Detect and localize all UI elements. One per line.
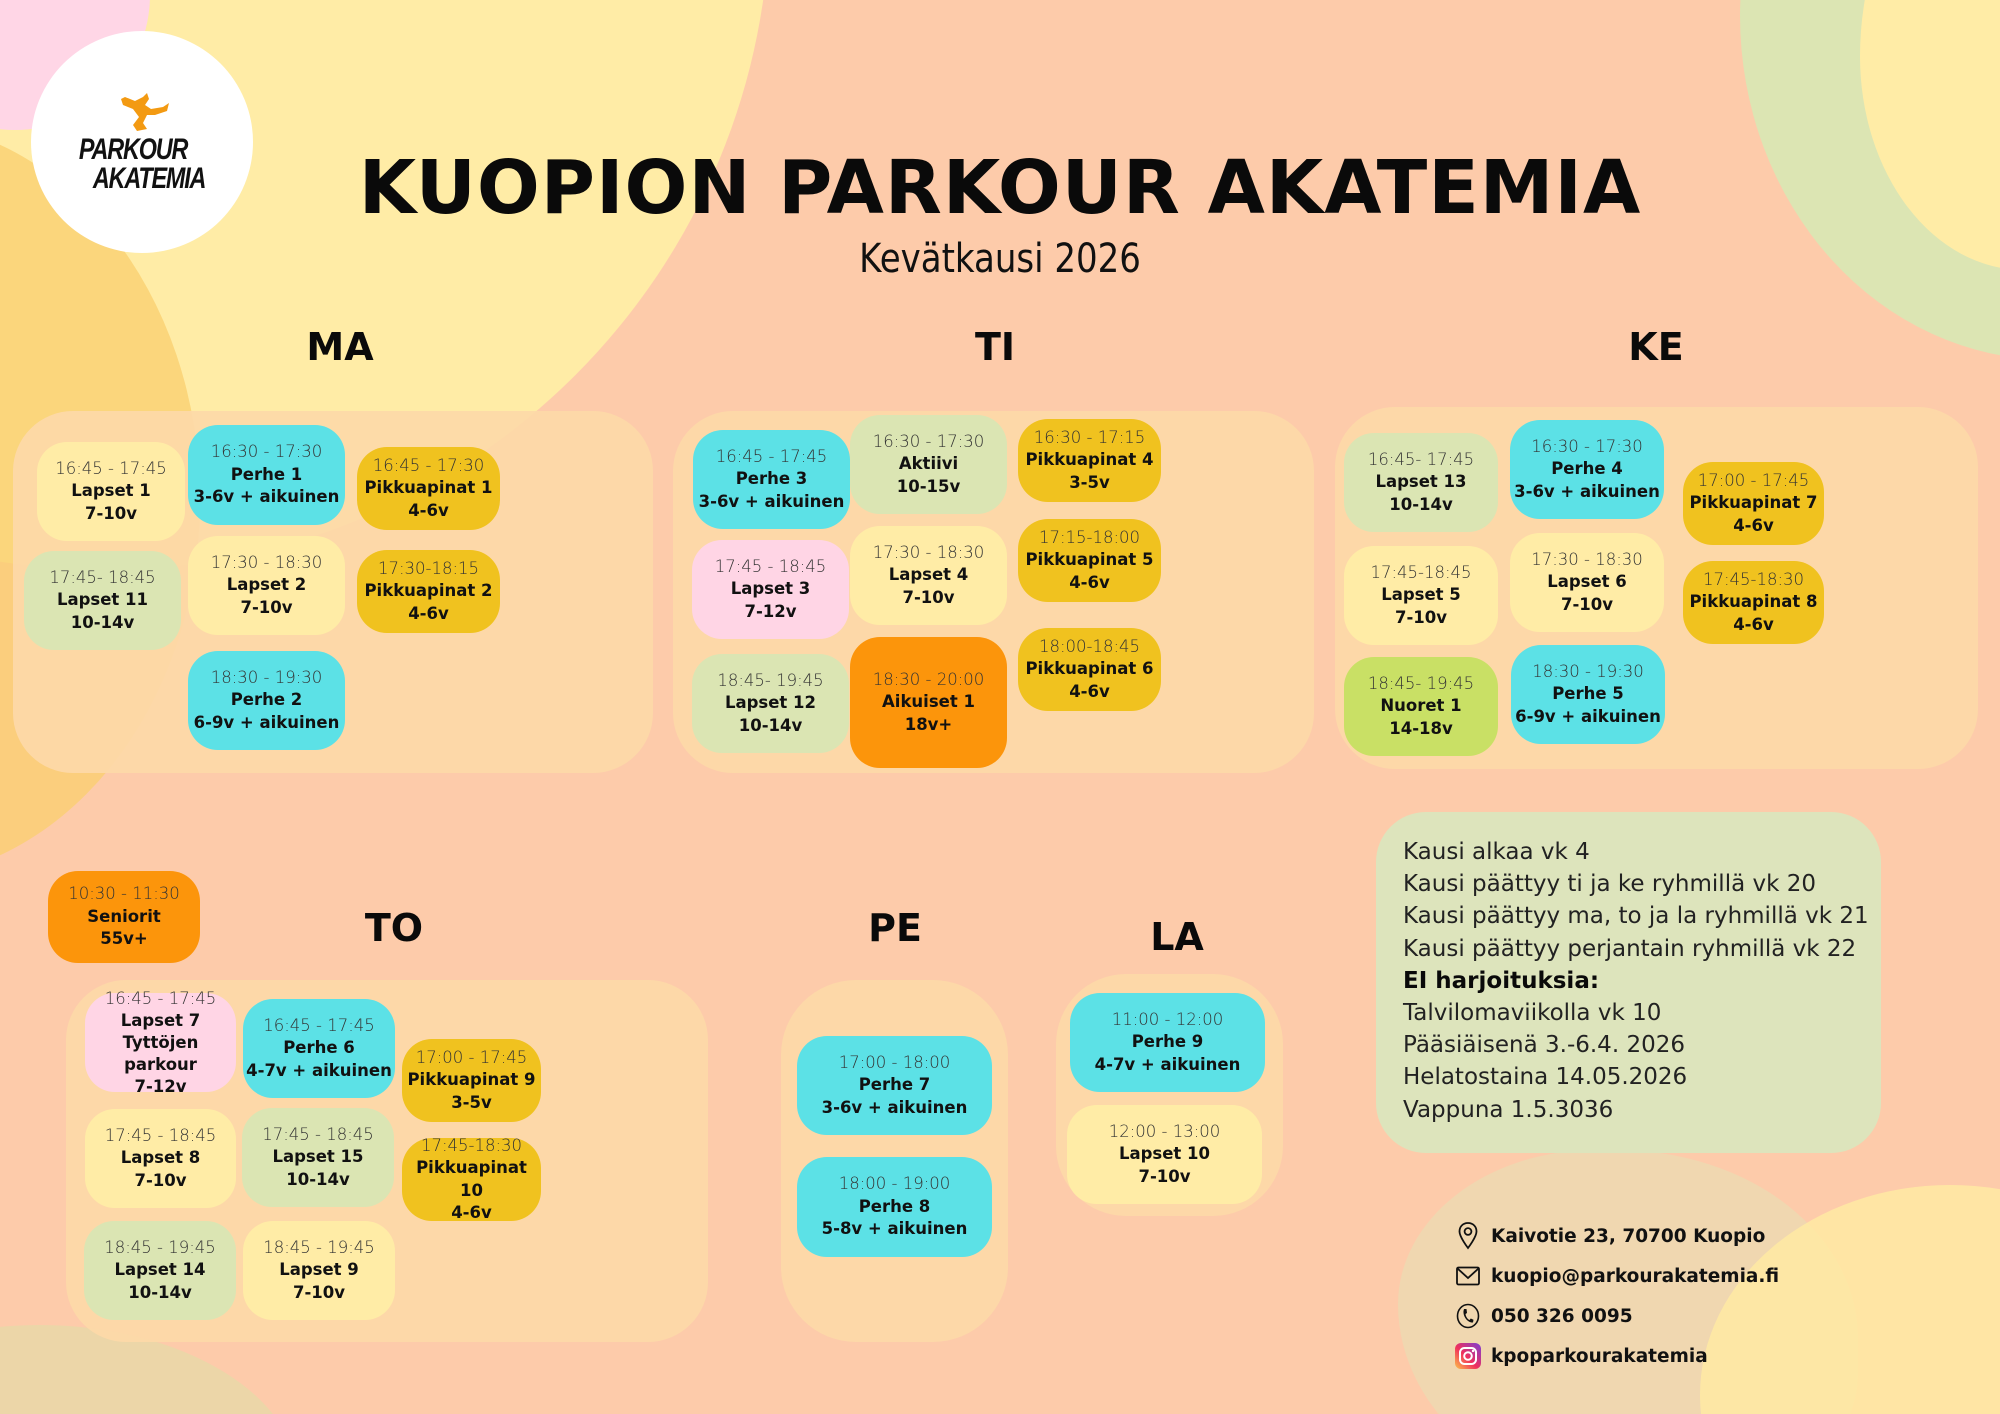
day-label-ma: MA	[306, 325, 374, 369]
day-label-ke: KE	[1628, 325, 1684, 369]
class-time: 16:45 - 17:45	[55, 458, 167, 478]
parkour-runner-icon	[107, 91, 177, 135]
no-training-item: Vappuna 1.5.3036	[1403, 1096, 1614, 1123]
class-age: 7-10v	[240, 597, 293, 617]
class-age: 18v+	[904, 714, 953, 734]
class-name: Lapset 4	[888, 565, 969, 585]
class-name: Pikkuapinat 5	[1025, 550, 1154, 570]
class-card[interactable]	[48, 871, 200, 963]
class-name: Lapset 5	[1381, 585, 1461, 605]
class-age: 4-6v	[408, 500, 449, 520]
class-time: 18:45 - 19:45	[263, 1237, 375, 1257]
class-time: 17:30 - 18:30	[210, 552, 323, 572]
class-card[interactable]	[1344, 433, 1498, 532]
class-time: 18:00-18:45	[1038, 636, 1141, 656]
class-card[interactable]	[692, 540, 849, 639]
info-season-end-ma-to-la: Kausi päättyy ma, to ja la ryhmillä vk 21	[1403, 903, 1869, 930]
class-name: Lapset 3	[730, 579, 811, 599]
class-name: Perhe 9	[1131, 1032, 1204, 1052]
class-time: 16:45 - 17:45	[104, 988, 217, 1008]
class-time: 17:45- 18:45	[49, 567, 156, 587]
page-subtitle: Kevätkausi 2026	[859, 236, 1141, 282]
class-time: 18:30 - 19:30	[210, 667, 323, 687]
class-card[interactable]	[402, 1135, 541, 1222]
class-age: 3-6v + aikuinen	[698, 491, 845, 511]
class-time: 16:45 - 17:45	[263, 1015, 375, 1035]
class-name: Lapset 2	[226, 575, 307, 595]
class-time: 17:00 - 17:45	[415, 1047, 528, 1067]
class-card[interactable]	[850, 415, 1007, 514]
class-card[interactable]	[1683, 462, 1824, 545]
phone-number[interactable]: 050 326 0095	[1491, 1305, 1633, 1327]
class-time: 18:45- 19:45	[1367, 673, 1475, 693]
class-card[interactable]	[797, 1157, 992, 1257]
class-time: 17:45 - 18:45	[104, 1125, 217, 1145]
class-card[interactable]	[24, 551, 181, 650]
class-card[interactable]	[1344, 546, 1498, 645]
class-name: Perhe 5	[1552, 684, 1624, 704]
class-time: 18:45 - 19:45	[104, 1237, 216, 1257]
class-name: Lapset 14	[114, 1260, 206, 1280]
class-name: Lapset 13	[1375, 472, 1467, 492]
class-time: 16:45 - 17:45	[715, 446, 828, 466]
info-season-end-ti-ke: Kausi päättyy ti ja ke ryhmillä vk 20	[1403, 871, 1817, 898]
class-time: 17:30-18:15	[377, 558, 480, 578]
class-card[interactable]	[242, 1108, 394, 1207]
location-pin-icon	[1455, 1222, 1481, 1250]
contact-info	[1455, 1216, 1779, 1376]
logo-line-2: AKATEMIA	[92, 162, 206, 195]
class-card[interactable]	[188, 651, 345, 750]
class-name: Pikkuapinat 2	[364, 581, 493, 601]
class-age: 4-6v	[451, 1203, 492, 1222]
contact-email[interactable]	[1455, 1256, 1779, 1296]
class-name: Lapset 12	[724, 693, 817, 713]
class-card[interactable]	[1683, 561, 1824, 644]
class-name: Lapset 9	[279, 1260, 359, 1280]
class-card[interactable]	[402, 1039, 541, 1122]
class-card[interactable]	[357, 550, 500, 633]
class-card[interactable]	[37, 442, 185, 541]
class-age: 4-6v	[1069, 681, 1110, 701]
class-age: 3-6v + aikuinen	[821, 1097, 968, 1117]
class-age: 55v+	[100, 929, 148, 949]
class-card[interactable]	[84, 1221, 236, 1320]
class-card[interactable]	[692, 654, 849, 753]
no-training-item: Pääsiäisenä 3.-6.4. 2026	[1403, 1032, 1685, 1059]
address-text: Kaivotie 23, 70700 Kuopio	[1491, 1225, 1766, 1247]
no-training-item: Talvilomaviikolla vk 10	[1403, 1000, 1662, 1027]
info-season-start: Kausi alkaa vk 4	[1403, 839, 1590, 865]
day-label-pe: PE	[868, 906, 922, 950]
class-age: 10-15v	[896, 476, 961, 496]
class-age: 3-6v + aikuinen	[1514, 481, 1660, 501]
class-name: Lapset 7	[120, 1010, 201, 1030]
class-card[interactable]	[85, 1109, 236, 1208]
class-card[interactable]	[1511, 645, 1665, 744]
day-label-ti: TI	[974, 325, 1016, 369]
contact-instagram[interactable]	[1455, 1336, 1779, 1376]
no-training-heading: EI harjoituksia:	[1403, 967, 1600, 994]
email-link[interactable]: kuopio@parkourakatemia.fi	[1491, 1265, 1780, 1287]
contact-address	[1455, 1216, 1779, 1256]
class-age: 4-7v + aikuinen	[246, 1060, 392, 1080]
class-age: 10-14v	[738, 715, 803, 735]
class-card[interactable]	[1067, 1105, 1262, 1204]
class-time: 16:45 - 17:30	[372, 455, 485, 475]
class-age: 7-12v	[744, 601, 797, 621]
class-card[interactable]	[243, 999, 395, 1098]
phone-icon	[1455, 1302, 1481, 1330]
class-time: 17:00 - 18:00	[838, 1052, 951, 1072]
class-age: 14-18v	[1389, 718, 1453, 738]
class-name: Perhe 6	[283, 1038, 355, 1058]
class-age: 5-8v + aikuinen	[821, 1219, 968, 1239]
class-time: 17:30 - 18:30	[1531, 549, 1643, 569]
class-card[interactable]	[188, 425, 345, 525]
day-label-la: LA	[1150, 915, 1204, 959]
class-age: 7-10v	[84, 503, 138, 523]
class-age: 6-9v + aikuinen	[193, 712, 340, 732]
day-label-to: TO	[364, 906, 424, 950]
season-info-box	[1376, 812, 1881, 1153]
class-age: 3-5v	[1069, 472, 1110, 492]
class-time: 18:30 - 19:30	[1532, 661, 1644, 681]
class-age: 7-10v	[292, 1282, 346, 1302]
class-card[interactable]	[357, 447, 500, 530]
class-time: 18:30 - 20:00	[872, 669, 985, 689]
class-time: 17:45-18:30	[1702, 569, 1805, 589]
class-name: Aktiivi	[898, 454, 959, 474]
class-card[interactable]	[850, 526, 1007, 625]
class-card[interactable]	[797, 1036, 992, 1135]
class-age: 10-14v	[286, 1169, 350, 1189]
class-age: 3-5v	[451, 1092, 492, 1112]
class-name: Lapset 15	[272, 1147, 364, 1167]
class-time: 17:45 - 18:45	[262, 1124, 374, 1144]
instagram-handle[interactable]: kpoparkourakatemia	[1491, 1345, 1708, 1367]
class-age: 7-12v	[134, 1076, 187, 1096]
class-time: 11:00 - 12:00	[1111, 1009, 1224, 1029]
class-age: 7-10v	[902, 587, 955, 607]
class-age: 10-14v	[70, 612, 135, 632]
contact-phone[interactable]	[1455, 1296, 1779, 1336]
class-description: Tyttöjen parkour	[122, 1032, 199, 1074]
class-name: Aikuiset 1	[882, 692, 975, 712]
class-age: 7-10v	[1138, 1166, 1191, 1186]
class-name: Pikkuapinat 7	[1689, 493, 1818, 513]
class-card[interactable]	[188, 536, 345, 635]
class-name: Lapset 11	[56, 590, 149, 610]
class-time: 10:30 - 11:30	[68, 884, 180, 904]
class-time: 17:00 - 17:45	[1697, 470, 1810, 490]
class-name: Lapset 8	[120, 1148, 201, 1168]
class-time: 17:15-18:00	[1038, 527, 1141, 547]
class-name: Perhe 1	[230, 464, 303, 484]
page-title: KUOPION PARKOUR AKATEMIA	[358, 145, 1642, 231]
info-season-end-pe: Kausi päättyy perjantain ryhmillä vk 22	[1403, 935, 1857, 962]
class-card[interactable]	[1018, 628, 1161, 711]
class-time: 17:45 - 18:45	[714, 556, 827, 576]
class-time: 16:30 - 17:30	[210, 442, 323, 462]
class-age: 4-6v	[1733, 614, 1774, 634]
class-age: 7-10v	[134, 1170, 187, 1190]
class-card[interactable]	[693, 430, 850, 529]
class-card[interactable]	[850, 637, 1007, 768]
class-name: Nuoret 1	[1380, 696, 1462, 716]
class-card[interactable]	[243, 1221, 395, 1320]
class-name: Seniorit	[87, 906, 161, 926]
class-card[interactable]	[1344, 657, 1498, 756]
class-age: 4-6v	[1069, 572, 1110, 592]
class-name: Pikkuapinat 6	[1025, 659, 1154, 679]
class-age: 4-6v	[408, 603, 449, 623]
class-age: 7-10v	[1560, 594, 1614, 614]
logo-line-1: PARKOUR	[78, 133, 188, 166]
class-name: Pikkuapinat 9	[407, 1070, 536, 1090]
class-age: 3-6v + aikuinen	[193, 487, 340, 507]
class-name: Perhe 4	[1551, 459, 1623, 479]
class-card[interactable]	[85, 988, 236, 1096]
class-card[interactable]	[1070, 993, 1265, 1092]
class-age: 4-7v + aikuinen	[1094, 1054, 1241, 1074]
class-age: 4-6v	[1733, 515, 1774, 535]
class-name: Pikkuapinat 4	[1025, 450, 1154, 470]
class-age: 10-14v	[128, 1282, 192, 1302]
class-name: Lapset 1	[71, 481, 151, 501]
class-time: 17:30 - 18:30	[872, 542, 985, 562]
class-time: 16:45- 17:45	[1367, 449, 1475, 469]
class-card[interactable]	[1510, 420, 1664, 519]
class-name: Perhe 7	[858, 1075, 931, 1095]
class-name: Perhe 2	[230, 690, 303, 710]
class-time: 18:00 - 19:00	[838, 1174, 951, 1194]
class-time: 12:00 - 13:00	[1108, 1121, 1221, 1141]
instagram-icon	[1455, 1342, 1481, 1370]
class-time: 16:30 - 17:30	[1531, 436, 1643, 456]
mail-icon	[1455, 1262, 1481, 1290]
class-age: 6-9v + aikuinen	[1515, 706, 1661, 726]
class-time: 16:30 - 17:30	[872, 431, 985, 451]
class-name: Perhe 8	[858, 1196, 931, 1216]
class-time: 17:45-18:45	[1370, 562, 1472, 582]
class-name: Pikkuapinat 1	[364, 478, 493, 498]
class-time: 18:45- 19:45	[717, 670, 824, 690]
class-card[interactable]	[1510, 533, 1664, 632]
class-name: Pikkuapinat 8	[1689, 592, 1818, 612]
class-age: 7-10v	[1394, 607, 1448, 627]
class-time: 16:30 - 17:15	[1033, 427, 1146, 447]
no-training-item: Helatostaina 14.05.2026	[1403, 1064, 1688, 1091]
class-name: Pikkuapinat 10	[416, 1158, 527, 1200]
class-name: Perhe 3	[735, 469, 808, 489]
class-card[interactable]	[1018, 419, 1161, 502]
class-card[interactable]	[1018, 519, 1161, 602]
class-name: Lapset 10	[1118, 1144, 1211, 1164]
class-name: Lapset 6	[1547, 572, 1627, 592]
class-age: 10-14v	[1389, 494, 1453, 514]
class-time: 17:45-18:30	[420, 1135, 523, 1155]
